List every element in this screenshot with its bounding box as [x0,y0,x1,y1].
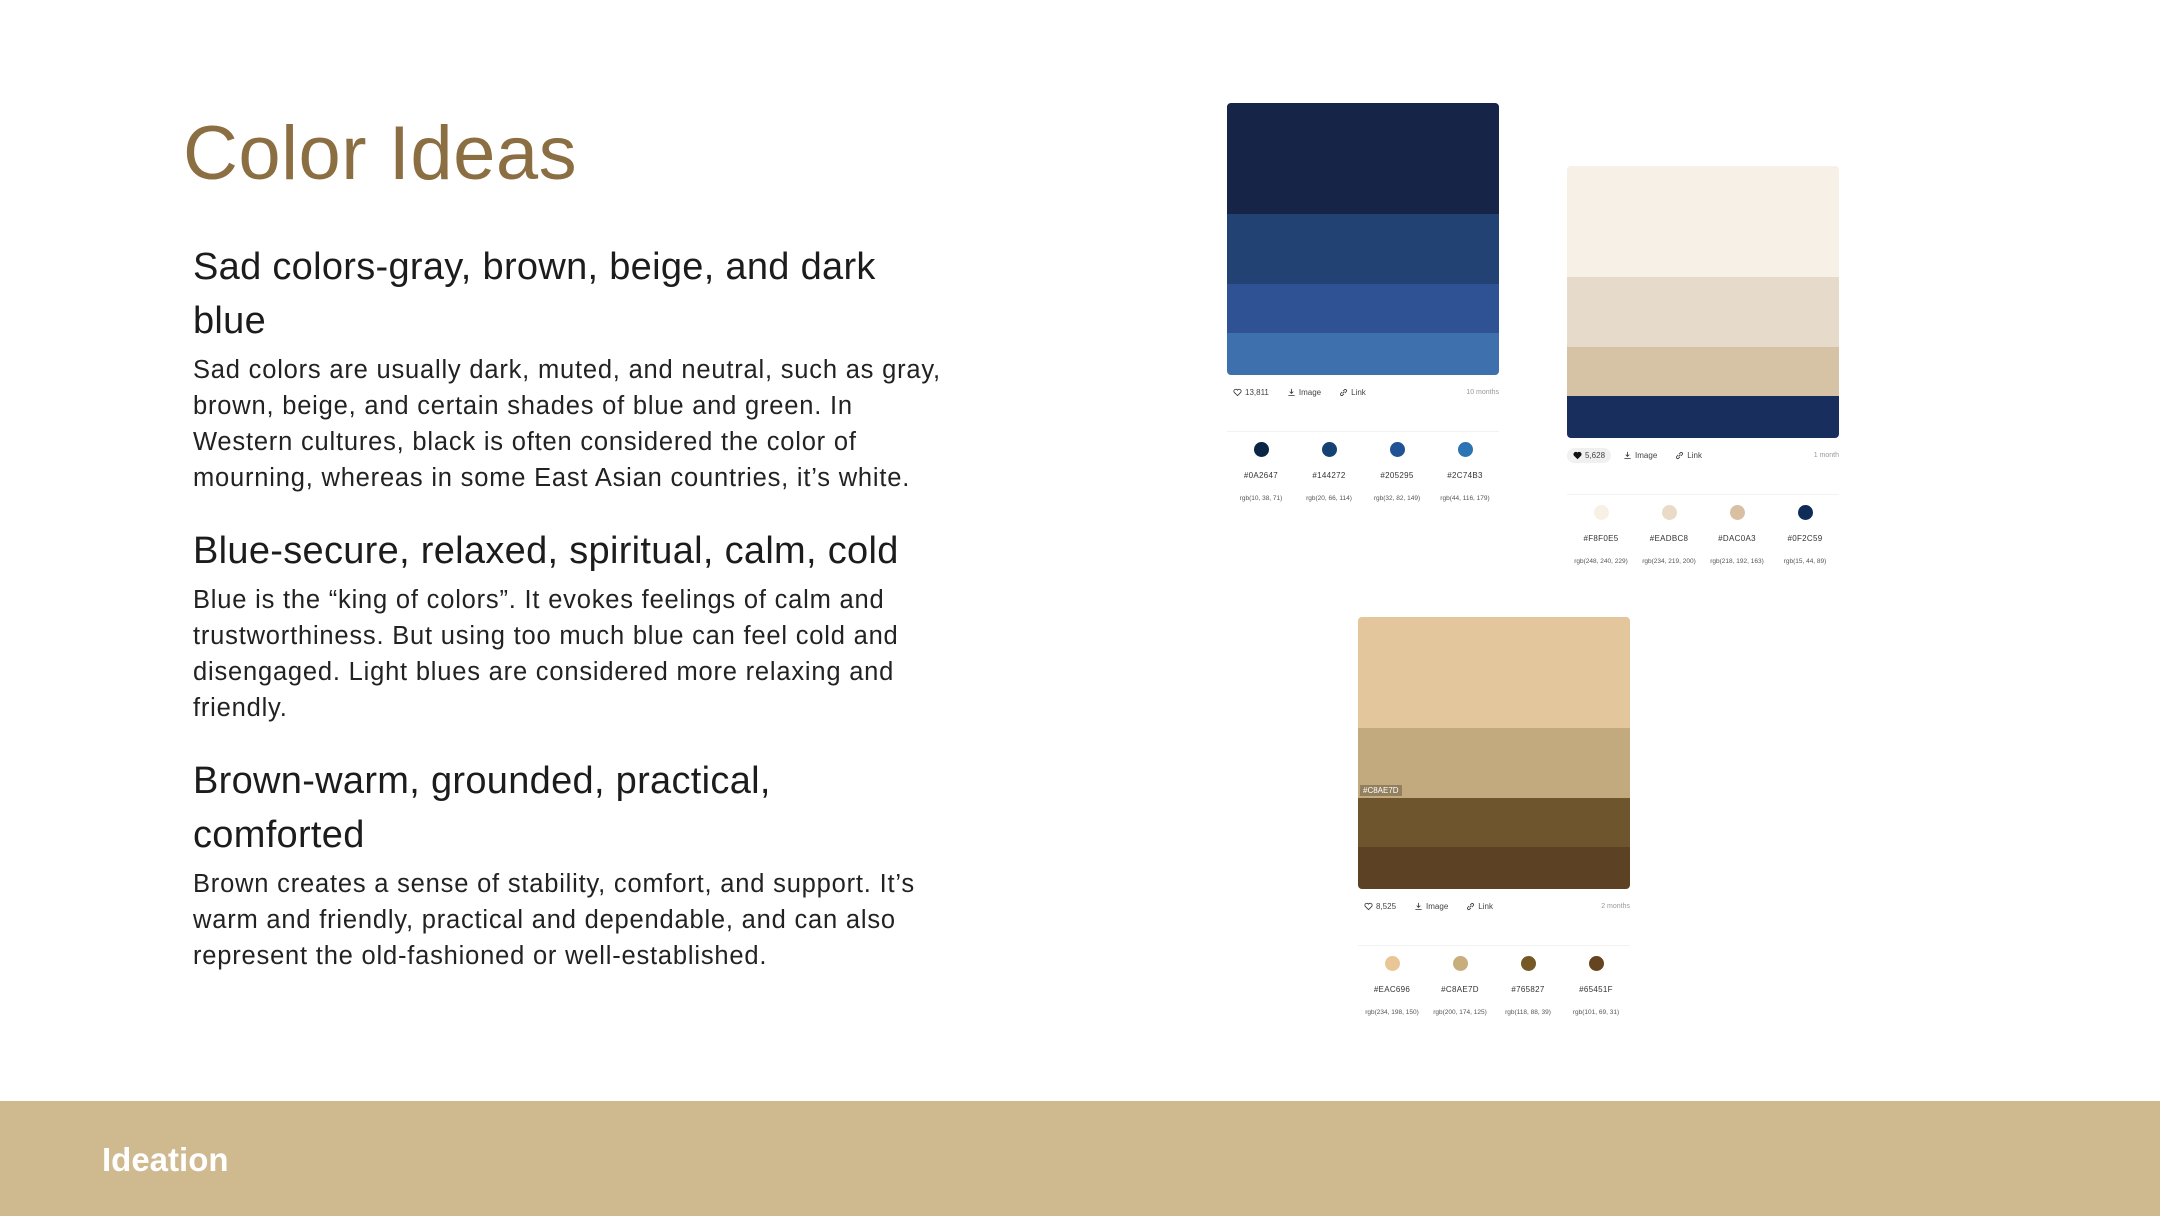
rgb-code[interactable]: rgb(248, 240, 229) [1574,558,1628,565]
color-dot[interactable] [1594,505,1609,520]
swatch[interactable] [1358,728,1630,798]
color-list [1227,431,1499,502]
palette-swatches[interactable] [1567,166,1839,438]
color-list [1358,945,1630,1016]
hex-code[interactable]: #205295 [1380,471,1414,480]
swatch[interactable] [1358,847,1630,889]
palette-card-brown[interactable] [1358,617,1630,1016]
image-label: Image [1426,901,1449,911]
link-icon [1339,388,1348,397]
swatch[interactable] [1567,166,1839,277]
color-item[interactable] [1433,442,1498,502]
color-dot[interactable] [1458,442,1473,457]
like-button[interactable] [1567,448,1611,463]
palette-age: 2 months [1601,902,1630,910]
link-icon [1675,451,1684,460]
palette-swatches[interactable] [1358,617,1630,889]
image-button[interactable] [1408,899,1454,914]
rgb-code[interactable]: rgb(200, 174, 125) [1433,1009,1487,1016]
heart-icon [1573,451,1582,460]
swatch[interactable] [1227,284,1499,333]
link-button[interactable] [1669,448,1708,463]
palette-meta [1358,889,1630,923]
hex-code[interactable]: #0A2647 [1243,471,1279,480]
color-item[interactable] [1360,956,1425,1016]
image-button[interactable] [1617,448,1663,463]
link-label: Link [1687,450,1702,460]
swatch[interactable] [1358,617,1630,728]
rgb-code[interactable]: rgb(10, 38, 71) [1239,495,1283,502]
rgb-code[interactable]: rgb(15, 44, 89) [1783,558,1827,565]
rgb-code[interactable]: rgb(20, 66, 114) [1306,495,1352,502]
image-label: Image [1298,387,1322,397]
hex-code[interactable]: #144272 [1312,471,1346,480]
color-dot[interactable] [1730,505,1745,520]
color-dot[interactable] [1385,956,1400,971]
swatch[interactable] [1227,333,1499,375]
color-dot[interactable] [1254,442,1269,457]
rgb-code[interactable]: rgb(218, 192, 163) [1710,558,1764,565]
palette-age: 1 month [1813,451,1839,459]
section-body: Brown creates a sense of stability, comfort, and support. It’s warm and friendly, practical and dependable, and can also represent the old-fashioned or well-established. [193,870,915,970]
palette-swatches[interactable] [1227,103,1499,375]
heart-icon [1233,388,1242,397]
rgb-code[interactable]: rgb(101, 69, 31) [1572,1009,1620,1016]
swatch[interactable] [1567,277,1839,347]
like-button[interactable] [1358,899,1402,914]
link-button[interactable] [1460,899,1499,914]
color-item[interactable] [1705,505,1770,565]
link-label: Link [1351,387,1366,397]
palette-meta [1567,438,1839,472]
footer-label: Ideation [102,1141,229,1178]
download-icon [1287,388,1296,397]
rgb-code[interactable]: rgb(32, 82, 149) [1373,495,1421,502]
like-count: 8,525 [1376,901,1397,911]
link-icon [1466,902,1475,911]
color-dot[interactable] [1798,505,1813,520]
heart-icon [1364,902,1373,911]
rgb-code[interactable]: rgb(234, 198, 150) [1365,1009,1419,1016]
section-heading: Blue-secure, relaxed, spiritual, calm, cold [193,530,899,572]
hex-code[interactable]: #F8F0E5 [1583,534,1619,543]
swatch[interactable] [1227,103,1499,214]
rgb-code[interactable]: rgb(44, 116, 179) [1440,495,1490,502]
swatch[interactable] [1567,347,1839,396]
image-label: Image [1635,450,1658,460]
hex-code[interactable]: #EADBC8 [1649,534,1689,543]
color-dot[interactable] [1662,505,1677,520]
color-item[interactable] [1496,956,1561,1016]
rgb-code[interactable]: rgb(118, 88, 39) [1505,1009,1551,1016]
palette-card-beige[interactable] [1567,166,1839,565]
color-dot[interactable] [1453,956,1468,971]
color-item[interactable] [1637,505,1702,565]
color-list [1567,494,1839,565]
link-label: Link [1478,901,1493,911]
swatch[interactable] [1567,396,1839,438]
hex-code[interactable]: #65451F [1579,985,1613,994]
link-button[interactable] [1333,385,1372,400]
palette-meta [1227,375,1499,409]
color-dot[interactable] [1521,956,1536,971]
image-button[interactable] [1281,385,1327,400]
swatch[interactable] [1358,798,1630,847]
content-column [193,240,953,974]
color-dot[interactable] [1390,442,1405,457]
hex-code[interactable]: #0F2C59 [1787,534,1823,543]
rgb-code[interactable]: rgb(234, 219, 200) [1642,558,1696,565]
hex-code[interactable]: #EAC696 [1373,985,1411,994]
download-icon [1414,902,1423,911]
like-count: 13,811 [1245,387,1269,397]
footer-bar [0,1101,2160,1216]
section-body: Blue is the “king of colors”. It evokes feelings of calm and trustworthiness. But using too much blue can feel cold and disengaged. Light blues are considered more relaxing and friendly. [193,586,899,722]
color-item[interactable] [1229,442,1294,502]
color-item[interactable] [1428,956,1493,1016]
swatch[interactable] [1227,214,1499,284]
color-dot[interactable] [1589,956,1604,971]
color-item[interactable] [1365,442,1430,502]
section-heading: Sad colors-gray, brown, beige, and dark blue [193,246,876,342]
section-sad-colors [193,240,953,496]
section-blue [193,524,953,726]
hex-code[interactable]: #DAC0A3 [1718,534,1756,543]
like-count: 5,628 [1585,450,1606,460]
hex-code[interactable]: #2C74B3 [1447,471,1483,480]
color-dot[interactable] [1322,442,1337,457]
download-icon [1623,451,1632,460]
color-item[interactable] [1564,956,1629,1016]
hex-code[interactable]: #C8AE7D [1441,985,1479,994]
section-body: Sad colors are usually dark, muted, and neutral, such as gray, brown, beige, and certain shades of blue and green. In Western cultures, black is often considered the color of mourning, whereas in some East Asian countries, it’s white. [193,356,941,492]
section-heading: Brown-warm, grounded, practical, comforted [193,760,771,856]
like-button[interactable] [1227,385,1275,400]
palette-age: 10 months [1466,388,1499,396]
palette-card-blue[interactable] [1227,103,1499,502]
hex-code[interactable]: #765827 [1511,985,1545,994]
color-item[interactable] [1297,442,1362,502]
color-item[interactable] [1773,505,1838,565]
section-brown [193,754,953,974]
page-title: Color Ideas [183,111,578,196]
swatch-hover-label: #C8AE7D [1360,785,1402,796]
color-item[interactable] [1569,505,1634,565]
